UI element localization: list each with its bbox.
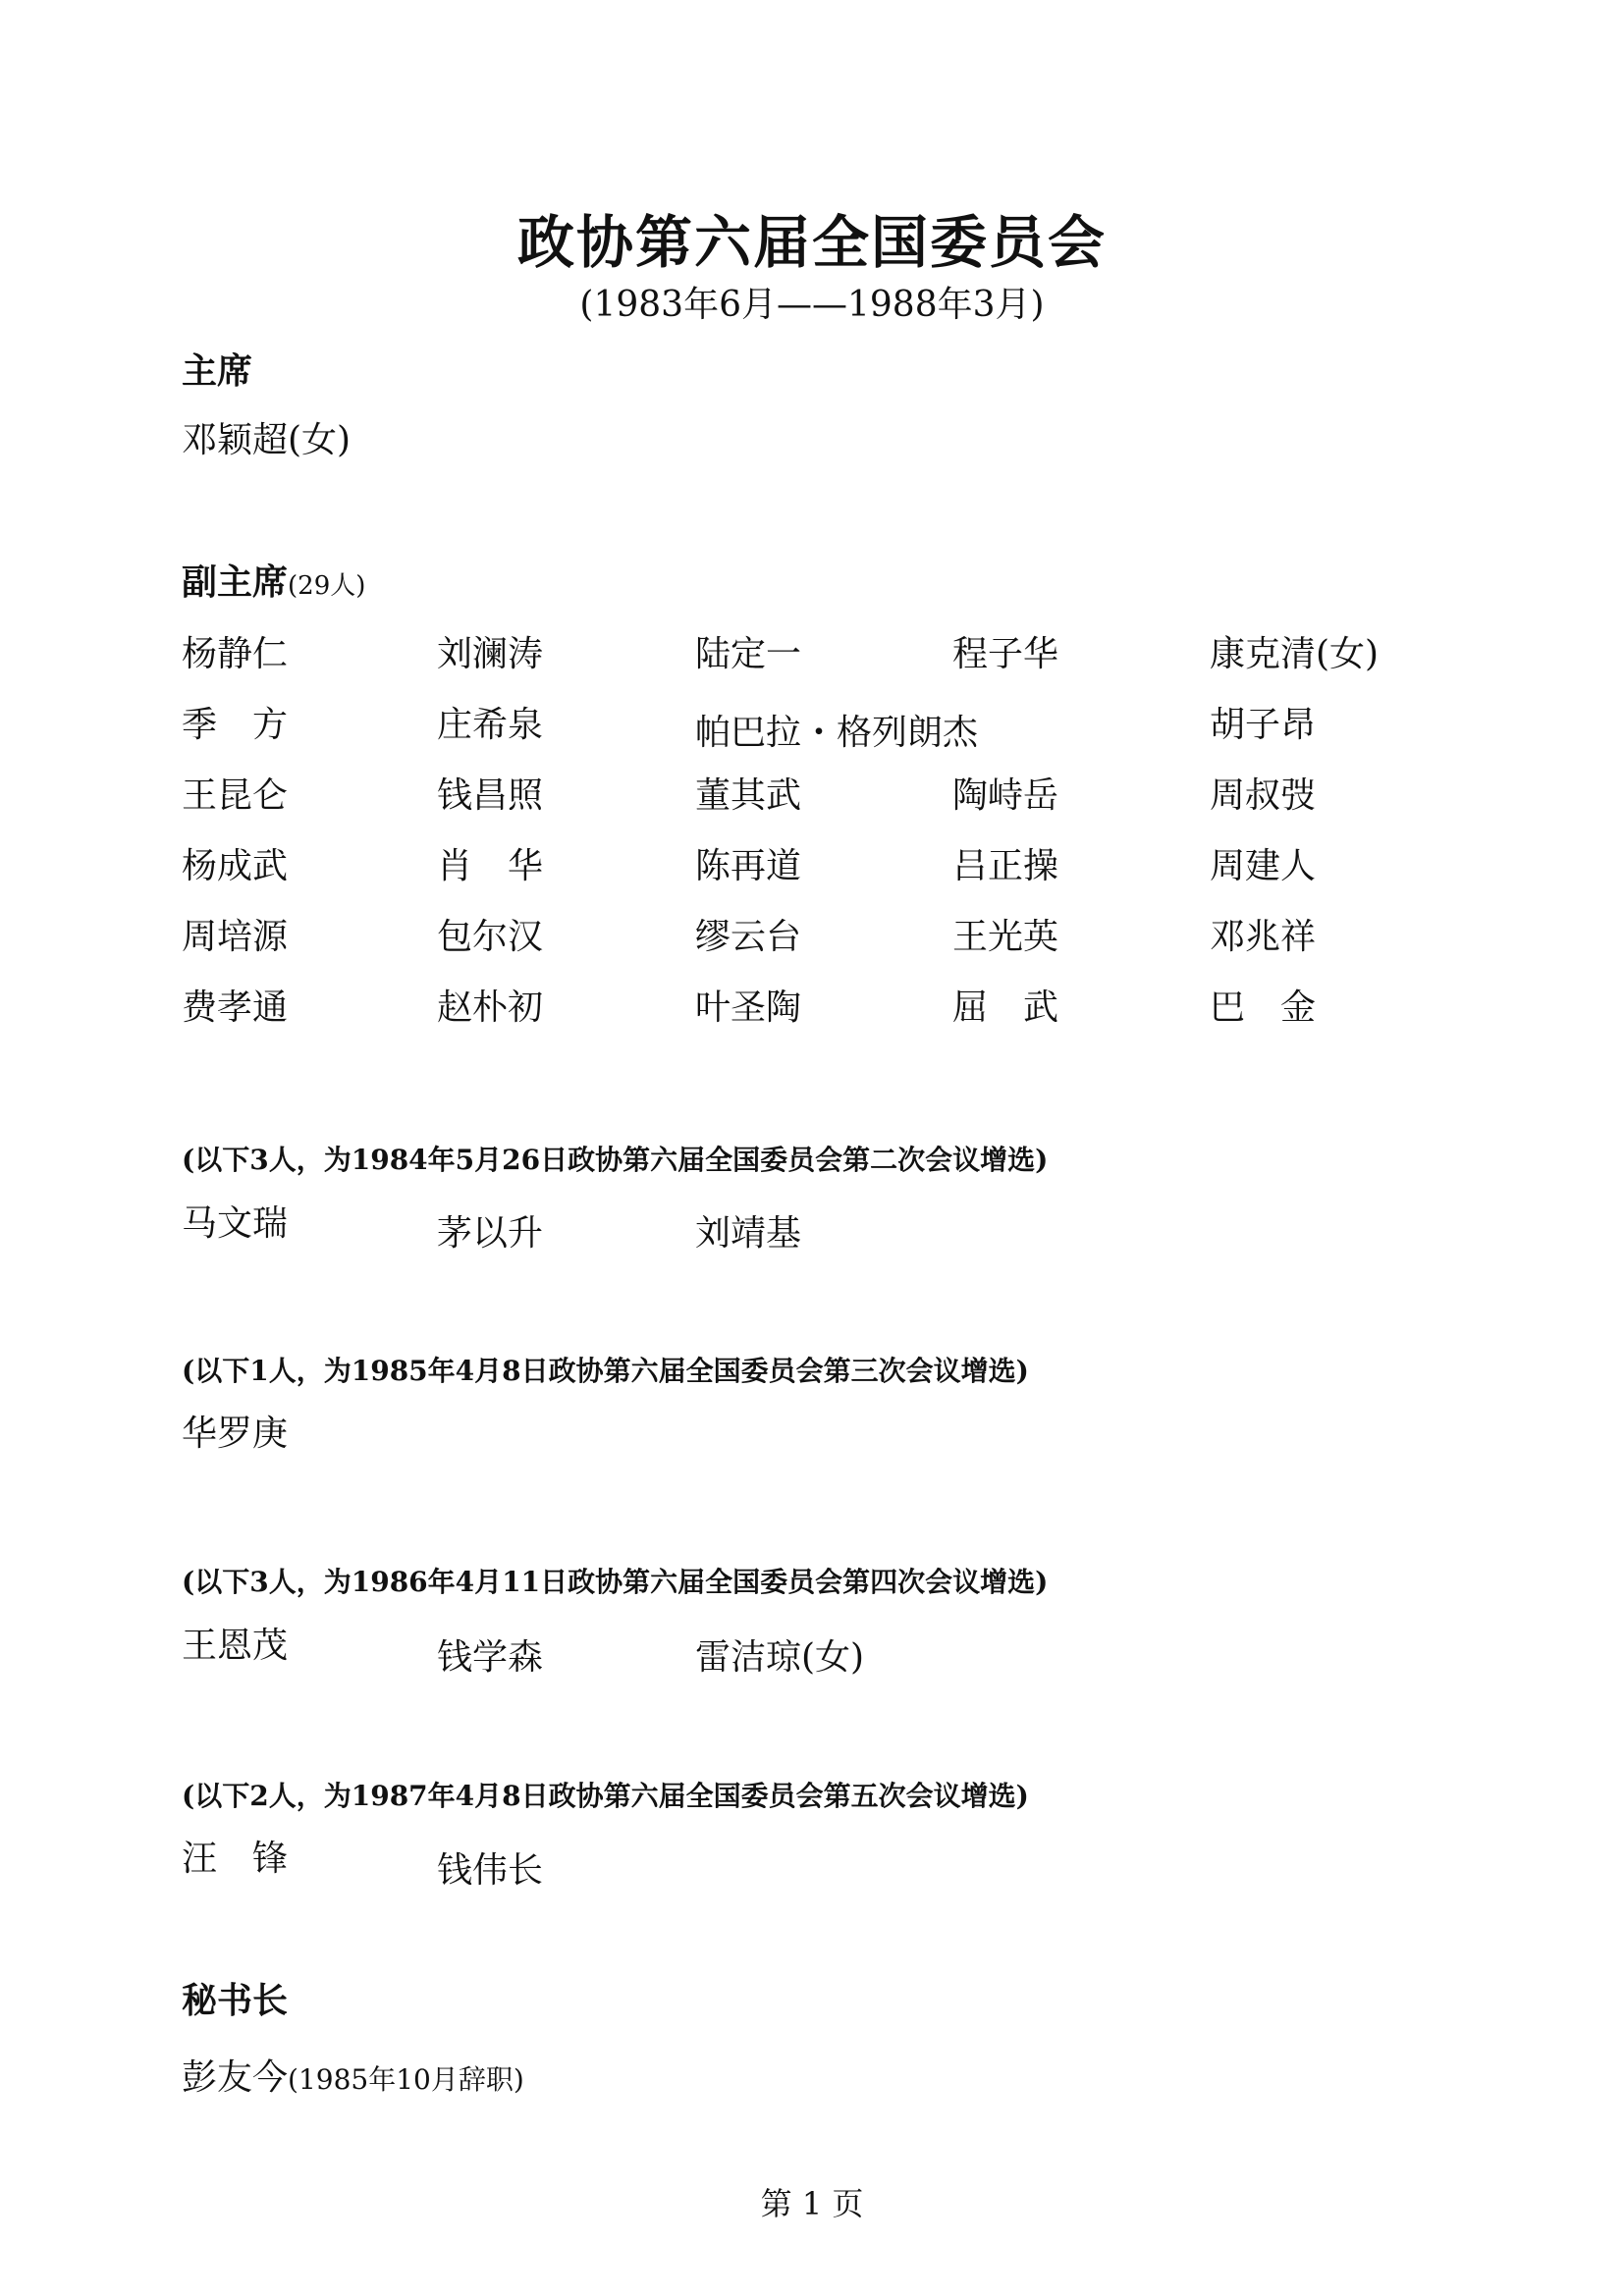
addition-note-4: (以下2人，为1987年4月8日政协第六届全国委员会第五次会议增选) [182,1780,1029,1812]
vice-chairman-name: 巴 金 [1210,988,1317,1028]
vice-chairman-name: 陆定一 [695,634,802,674]
vice-chairman-name: 杨静仁 [182,634,289,674]
vice-chairman-name: 吕正操 [952,846,1059,886]
vice-chairman-name: 钱昌照 [437,775,544,816]
addition-note-2: (以下1人，为1985年4月8日政协第六届全国委员会第三次会议增选) [182,1355,1029,1387]
chairman-name: 邓颖超 [182,420,289,460]
vice-chairmen-count: (29人) [288,571,366,601]
chairman-note: (女) [288,420,352,460]
chairman-heading: 主席 [182,351,253,392]
secretary-general-name: 彭友今 [182,2057,289,2098]
addition-3-name-1: 王恩茂 [182,1626,289,1666]
vice-chairman-name: 胡子昂 [1210,705,1317,745]
addition-note-3: (以下3人，为1986年4月11日政协第六届全国委员会第四次会议增选) [182,1566,1049,1598]
addition-4-name-2: 钱伟长 [437,1850,544,1891]
vice-chairman-name: 程子华 [952,634,1059,674]
vice-chairman-name: 缪云台 [695,917,802,957]
vice-chairman-name: 董其武 [695,775,802,816]
vice-chairman-name: 季 方 [182,705,289,745]
addition-1-name-3: 刘靖基 [695,1213,802,1254]
addition-4-name-1: 汪 锋 [182,1839,289,1879]
vice-chairman-name: 邓兆祥 [1210,917,1317,957]
vice-chairman-name: 屈 武 [952,988,1059,1028]
addition-1-name-2: 茅以升 [437,1213,544,1254]
addition-2-name-1: 华罗庚 [182,1414,289,1454]
vice-chairman-name: 陶峙岳 [952,775,1059,816]
chairman-name-line [182,412,351,462]
vice-chairman-name: 周建人 [1210,846,1317,886]
vice-chairmen-heading-label: 副主席 [182,562,289,603]
vice-chairman-name: 康克清(女) [1210,634,1380,674]
addition-3-name-3: 雷洁琼(女) [695,1637,865,1678]
vice-chairman-name: 周培源 [182,917,289,957]
addition-3-name-2: 钱学森 [437,1637,544,1678]
vice-chairman-name: 肖 华 [437,846,544,886]
vice-chairman-name: 陈再道 [695,846,802,886]
vice-chairman-name: 庄希泉 [437,705,544,745]
vice-chairman-name: 费孝通 [182,988,289,1028]
vice-chairman-name: 包尔汉 [437,917,544,957]
vice-chairman-name: 帕巴拉・格列朗杰 [695,713,979,753]
vice-chairman-name: 王光英 [952,917,1059,957]
addition-1-name-1: 马文瑞 [182,1203,289,1244]
vice-chairman-name: 周叔弢 [1210,775,1317,816]
document-title: 政协第六届全国委员会 [516,209,1107,276]
vice-chairman-name: 杨成武 [182,846,289,886]
secretary-general-note: (1985年10月辞职) [288,2063,524,2096]
secretary-general-line [182,2050,524,2100]
vice-chairman-name: 叶圣陶 [695,988,802,1028]
vice-chairman-name: 王昆仑 [182,775,289,816]
vice-chairman-name: 赵朴初 [437,988,544,1028]
secretary-general-heading: 秘书长 [182,1981,289,2021]
addition-note-1: (以下3人，为1984年5月26日政协第六届全国委员会第二次会议增选) [182,1144,1049,1176]
document-subtitle: (1983年6月——1988年3月) [579,285,1045,325]
vice-chairman-name: 刘澜涛 [437,634,544,674]
vice-chairmen-heading [182,555,365,605]
page-number: 第 1 页 [760,2185,864,2222]
